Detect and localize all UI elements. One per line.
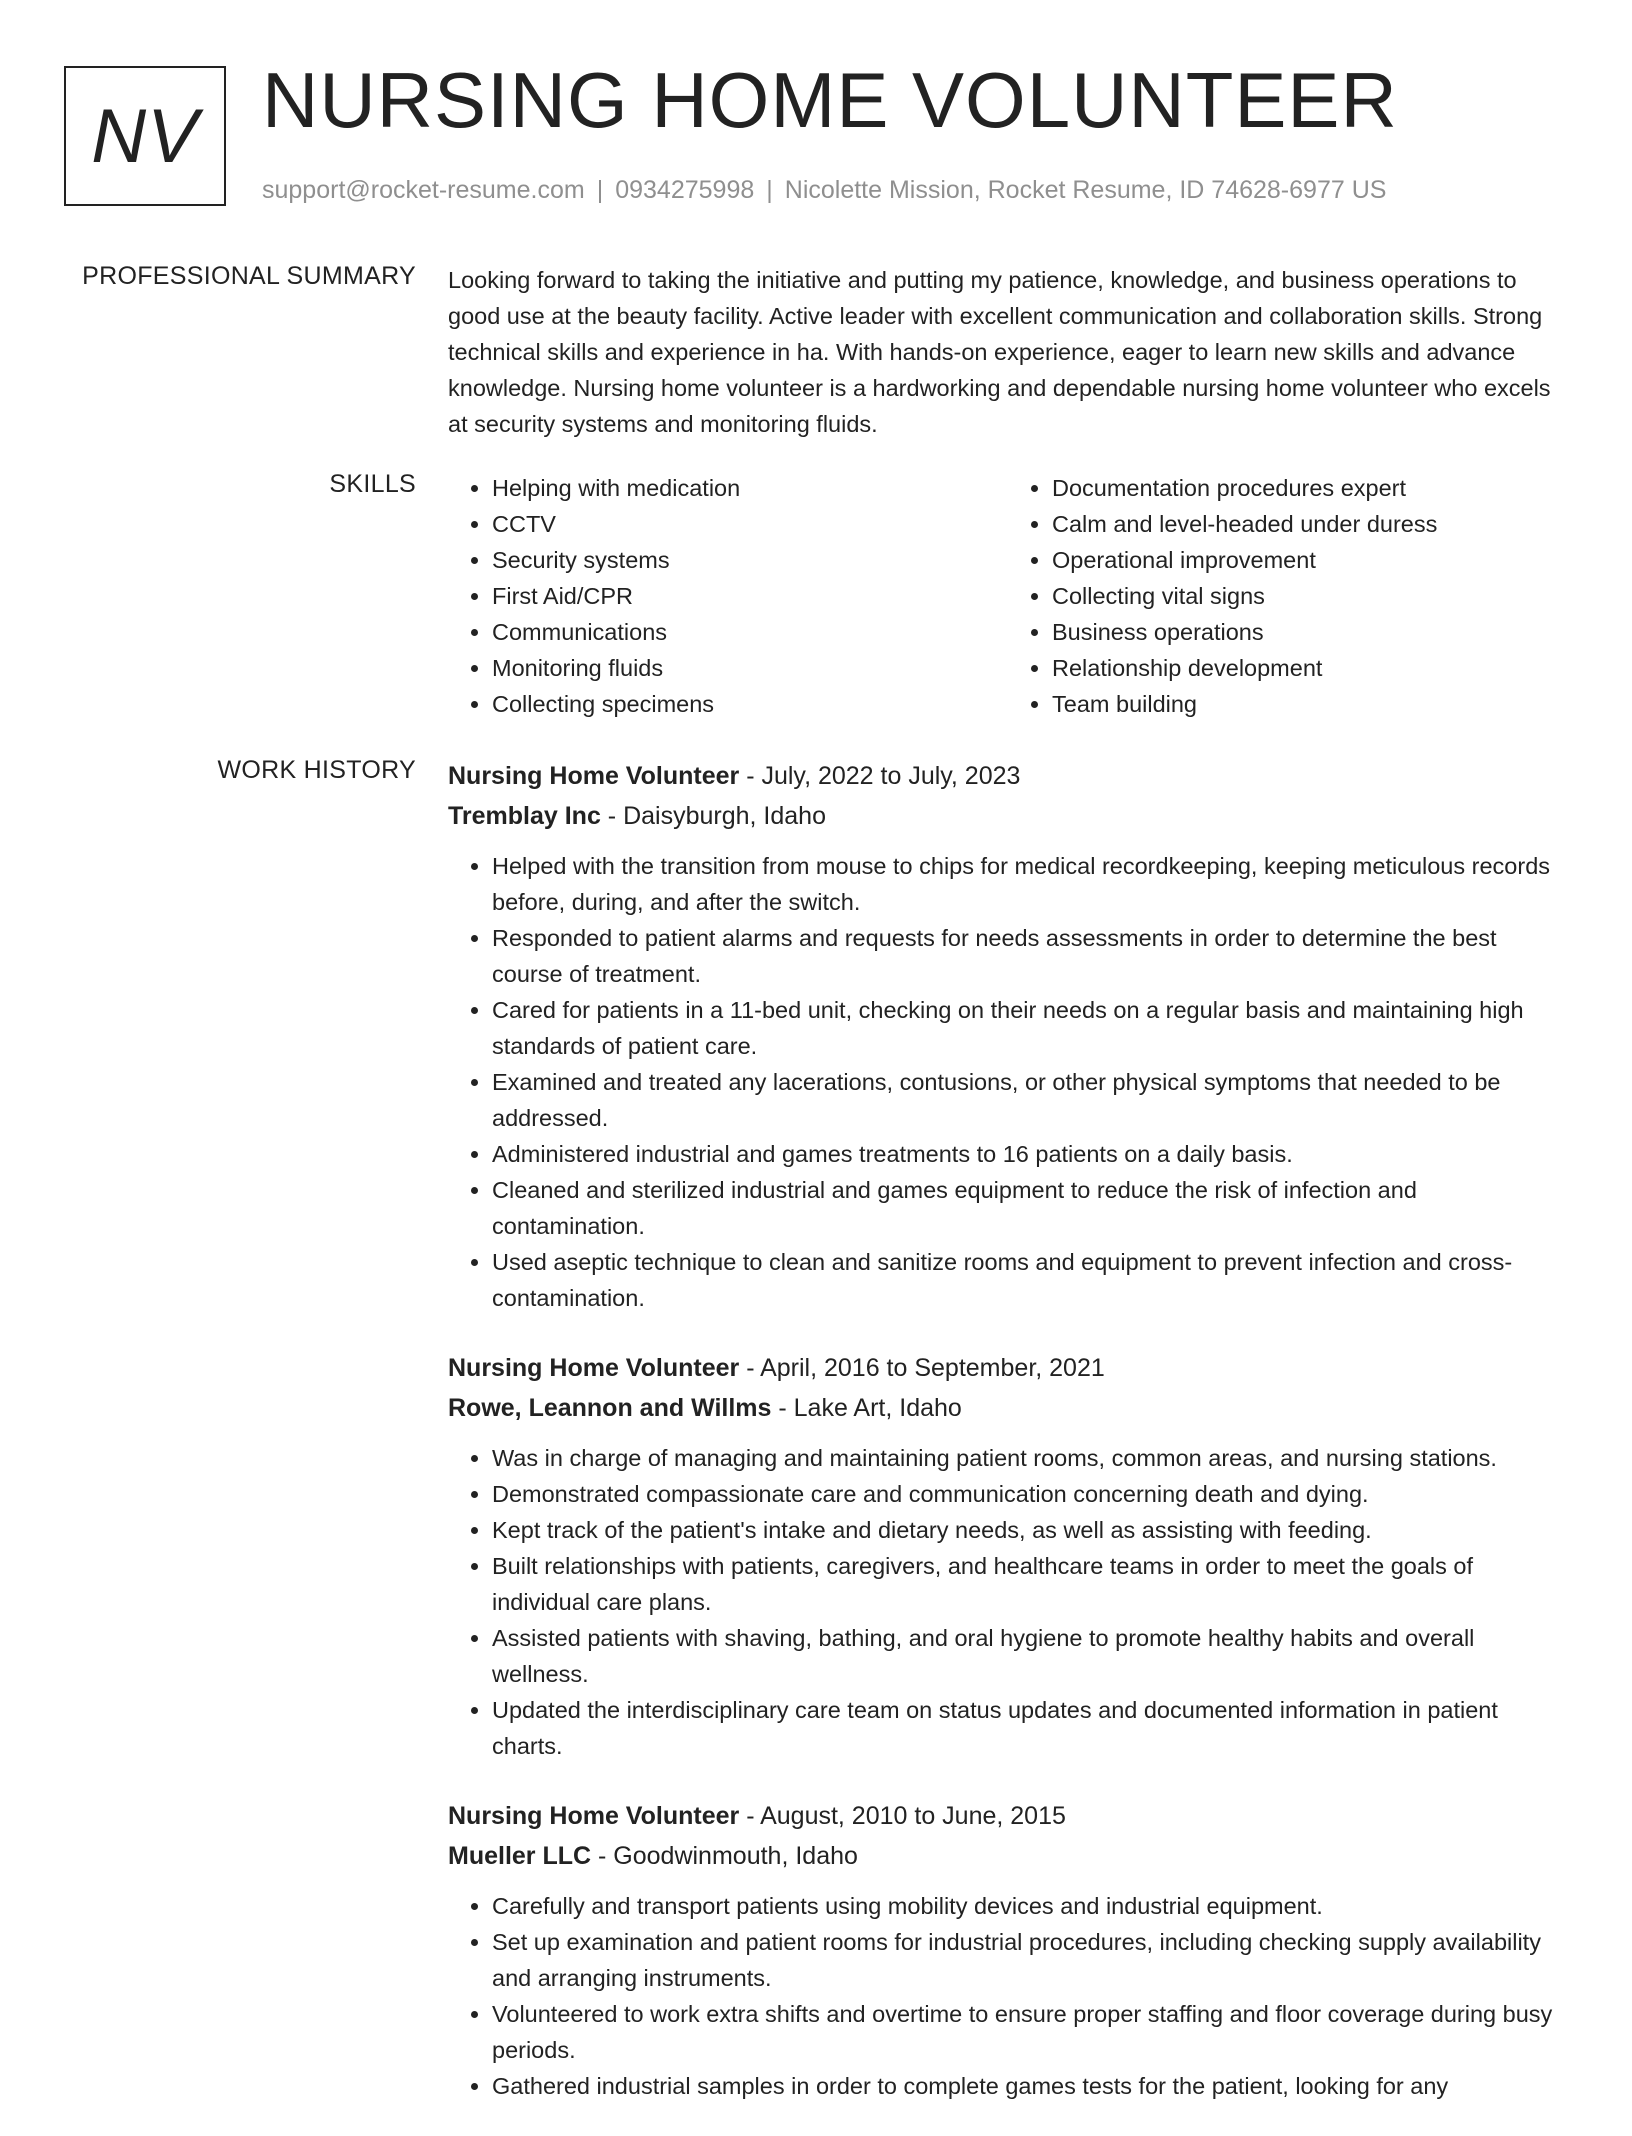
job-dates: - August, 2010 to June, 2015 bbox=[739, 1802, 1066, 1830]
job-company: Rowe, Leannon and Willms bbox=[448, 1394, 772, 1422]
job-bullet-list bbox=[448, 1888, 1568, 2104]
job-dates: - April, 2016 to September, 2021 bbox=[739, 1354, 1105, 1382]
initials-monogram: NV bbox=[64, 66, 226, 206]
job-bullet: • Examined and treated any lacerations, contusions, or other physical symptoms that needed to be addressed. bbox=[492, 1064, 1568, 1136]
skills-list-right bbox=[1008, 470, 1568, 722]
job-company-line bbox=[448, 796, 1568, 836]
contact-separator: | bbox=[766, 176, 773, 204]
job-company-line bbox=[448, 1836, 1568, 1876]
job-bullet: • Updated the interdisciplinary care team on status updates and documented information in patient charts. bbox=[492, 1692, 1568, 1764]
job-location: - Daisyburgh, Idaho bbox=[600, 802, 826, 830]
job-bullet: • Built relationships with patients, caregivers, and healthcare teams in order to meet the goals of individual care plans. bbox=[492, 1548, 1568, 1620]
job-bullet: • Volunteered to work extra shifts and overtime to ensure proper staffing and floor coverage during busy periods. bbox=[492, 1996, 1568, 2068]
skill-item: • Operational improvement bbox=[1052, 542, 1568, 578]
skills-label: SKILLS bbox=[329, 470, 416, 498]
job-company-line bbox=[448, 1388, 1568, 1428]
summary-label: PROFESSIONAL SUMMARY bbox=[82, 262, 416, 290]
job-bullet: • Set up examination and patient rooms for industrial procedures, including checking supply availability and arranging instruments. bbox=[492, 1924, 1568, 1996]
contact-separator: | bbox=[596, 176, 604, 204]
job-bullet: • Kept track of the patient's intake and dietary needs, as well as assisting with feeding. bbox=[492, 1512, 1568, 1548]
job-bullet: • Helped with the transition from mouse to chips for medical recordkeeping, keeping meticulous records before, during, and after the switch. bbox=[492, 848, 1568, 920]
skill-item: • Business operations bbox=[1052, 614, 1568, 650]
contact-email[interactable]: support@rocket-resume.com bbox=[262, 176, 585, 204]
skill-item: • Collecting vital signs bbox=[1052, 578, 1568, 614]
resume-title: NURSING HOME VOLUNTEER bbox=[262, 56, 1398, 144]
job-bullet: • Used aseptic technique to clean and sanitize rooms and equipment to prevent infection and cross-contamination. bbox=[492, 1244, 1568, 1316]
skill-item: • Team building bbox=[1052, 686, 1568, 722]
work-history-label: WORK HISTORY bbox=[217, 756, 416, 784]
skills-list-left bbox=[448, 470, 1008, 722]
job-bullet: • Demonstrated compassionate care and communication concerning death and dying. bbox=[492, 1476, 1568, 1512]
job-company: Mueller LLC bbox=[448, 1842, 592, 1870]
job-bullet: • Responded to patient alarms and requests for needs assessments in order to determine the best course of treatment. bbox=[492, 920, 1568, 992]
job-company: Tremblay Inc bbox=[448, 802, 601, 830]
job-title-line bbox=[448, 1348, 1568, 1388]
job-bullet: • Cared for patients in a 11-bed unit, checking on their needs on a regular basis and maintaining high standards of patient care. bbox=[492, 992, 1568, 1064]
job-bullet: • Was in charge of managing and maintaining patient rooms, common areas, and nursing stations. bbox=[492, 1440, 1568, 1476]
skill-item: • Documentation procedures expert bbox=[1052, 470, 1568, 506]
skill-item: • Calm and level-headed under duress bbox=[1052, 506, 1568, 542]
job-entry bbox=[448, 1348, 1568, 1764]
job-bullet: • Assisted patients with shaving, bathing, and oral hygiene to promote healthy habits and overall wellness. bbox=[492, 1620, 1568, 1692]
skill-item: • Security systems bbox=[492, 542, 1008, 578]
skills-body bbox=[448, 470, 1568, 722]
summary-text: Looking forward to taking the initiative and putting my patience, knowledge, and business operations to good use at the beauty facility. Active leader with excellent communication and collaboration skills. Strong technical skills and experience in ha. With hands-on experience, eager to learn new skills and advance knowledge. Nursing home volunteer is a hardworking and dependable nursing home volunteer who excels at security systems and monitoring fluids. bbox=[448, 267, 1551, 437]
skill-item: • First Aid/CPR bbox=[492, 578, 1008, 614]
skill-item: • CCTV bbox=[492, 506, 1008, 542]
summary-body bbox=[448, 262, 1568, 442]
job-dates: - July, 2022 to July, 2023 bbox=[739, 762, 1021, 790]
skill-item: • Communications bbox=[492, 614, 1008, 650]
skill-item: • Collecting specimens bbox=[492, 686, 1008, 722]
job-title: Nursing Home Volunteer bbox=[448, 1802, 740, 1830]
job-location: - Goodwinmouth, Idaho bbox=[591, 1842, 858, 1870]
job-title-line bbox=[448, 1796, 1568, 1836]
job-title-line bbox=[448, 756, 1568, 796]
job-title: Nursing Home Volunteer bbox=[448, 1354, 740, 1382]
skills-grid bbox=[448, 470, 1568, 722]
job-bullet: • Carefully and transport patients using mobility devices and industrial equipment. bbox=[492, 1888, 1568, 1924]
skill-item: • Monitoring fluids bbox=[492, 650, 1008, 686]
job-location: - Lake Art, Idaho bbox=[771, 1394, 962, 1422]
skill-item: • Relationship development bbox=[1052, 650, 1568, 686]
job-bullet: • Gathered industrial samples in order to complete games tests for the patient, looking for any bbox=[492, 2068, 1568, 2104]
job-bullet: • Cleaned and sterilized industrial and games equipment to reduce the risk of infection and contamination. bbox=[492, 1172, 1568, 1244]
job-title: Nursing Home Volunteer bbox=[448, 762, 740, 790]
contact-phone[interactable]: 0934275998 bbox=[615, 176, 755, 204]
job-entry bbox=[448, 1796, 1568, 2104]
job-bullet-list bbox=[448, 1440, 1568, 1764]
job-entry bbox=[448, 756, 1568, 1316]
skill-item: • Helping with medication bbox=[492, 470, 1008, 506]
job-bullet-list bbox=[448, 848, 1568, 1316]
job-bullet: • Administered industrial and games treatments to 16 patients on a daily basis. bbox=[492, 1136, 1568, 1172]
work-history-body bbox=[448, 756, 1568, 2136]
contact-address: Nicolette Mission, Rocket Resume, ID 74628-6977 US bbox=[784, 176, 1387, 204]
contact-line bbox=[262, 176, 1386, 205]
